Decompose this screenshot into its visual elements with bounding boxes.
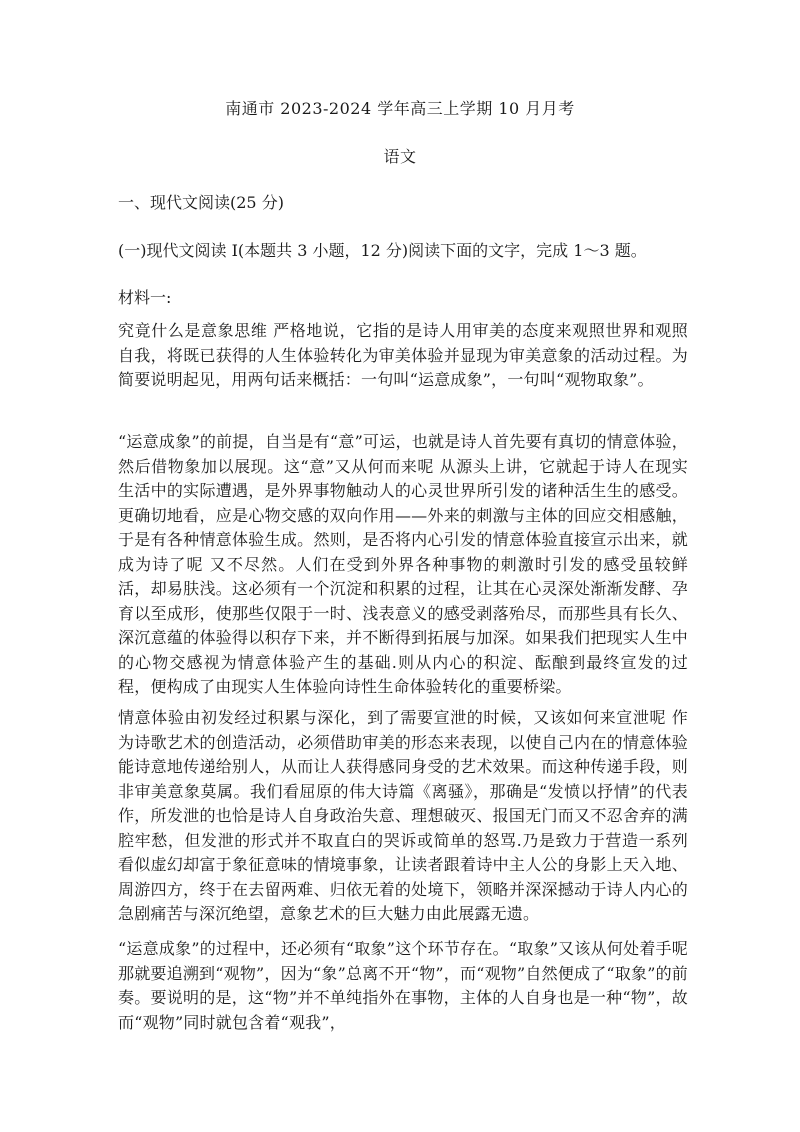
paragraph-4: “运意成象”的过程中，还必须有“取象”这个环节存在。“取象”又该从何处着手呢 那就要追溯到“观物”，因为“象”总离不开“物”，而“观物”自然便成了“取象”的前奏。要说明的是，这“物”并不单纯指外在事物，主体的人自身也是一种“物”，故而“观物”同时就包含着“观我”， (118, 939, 688, 1032)
material-label: 材料一: (118, 288, 172, 307)
paragraph-2: “运意成象”的前提，自当是有“意”可运，也就是诗人首先要有真切的情意体验，然后借物象加以展现。这“意”又从何而来呢 从源头上讲，它就起于诗人在现实生活中的实际遭遇，是外界事物触动人的心灵世界所引发的诸种活生生的感受。更确切地看，应是心物交感的双向作用——外来的刺激与主体的回应交相感触，于是有各种情意体验生成。然则，是否将内心引发的情意体验直接宣示出来，就成为诗了呢 又不尽然。人们在受到外界各种事物的刺激时引发的感受虽较鲜活，却易肤浅。这必须有一个沉淀和积累的过程，让其在心灵深处渐渐发酵、孕育以至成形，使那些仅限于一时、浅表意义的感受剥落殆尽，而那些具有长久、深沉意蕴的体验得以积存下来，并不断得到拓展与加深。如果我们把现实人生中的心物交感视为情意体验产生的基础.则从内心的积淀、酝酿到最终宣发的过程，便构成了由现实人生体验向诗性生命体验转化的重要桥梁。 (118, 432, 688, 696)
subject-title: 语文 (383, 147, 417, 166)
paragraph-3: 情意体验由初发经过积累与深化，到了需要宣泄的时候，又该如何来宣泄呢 作为诗歌艺术的创造活动，必须借助审美的形态来表现，以使自己内在的情意体验能诗意地传递给别人，从而让人获得感同身受的艺术效果。而这种传递手段，则非审美意象莫属。我们看屈原的伟大诗篇《离骚》，那确是“发愤以抒情”的代表作，所发泄的也恰是诗人自身政治失意、理想破灭、报国无门而又不忍舍弃的满腔牢愁，但发泄的形式并不取直白的哭诉或简单的怒骂.乃是致力于营造一系列看似虚幻却富于象征意味的情境事象，让读者跟着诗中主人公的身影上天入地、周游四方，终于在去留两难、归依无着的处境下，领略并深深撼动于诗人内心的急剧痛苦与深沉绝望，意象艺术的巨大魅力由此展露无遗。 (118, 708, 688, 923)
section-heading: 一、现代文阅读(25 分) (118, 193, 284, 212)
subsection-heading: (一)现代文阅读 I(本题共 3 小题，12 分)阅读下面的文字，完成 1～3 题。 (118, 241, 647, 260)
exam-title: 南通市 2023-2024 学年高三上学期 10 月月考 (225, 99, 575, 118)
paragraph-1: 究竟什么是意象思维 严格地说，它指的是诗人用审美的态度来观照世界和观照自我，将既已获得的人生体验转化为审美体验并显现为审美意象的活动过程。为简要说明起见，用两句话来概括：一句叫“运意成象”，一句叫“观物取象”。 (118, 321, 688, 389)
